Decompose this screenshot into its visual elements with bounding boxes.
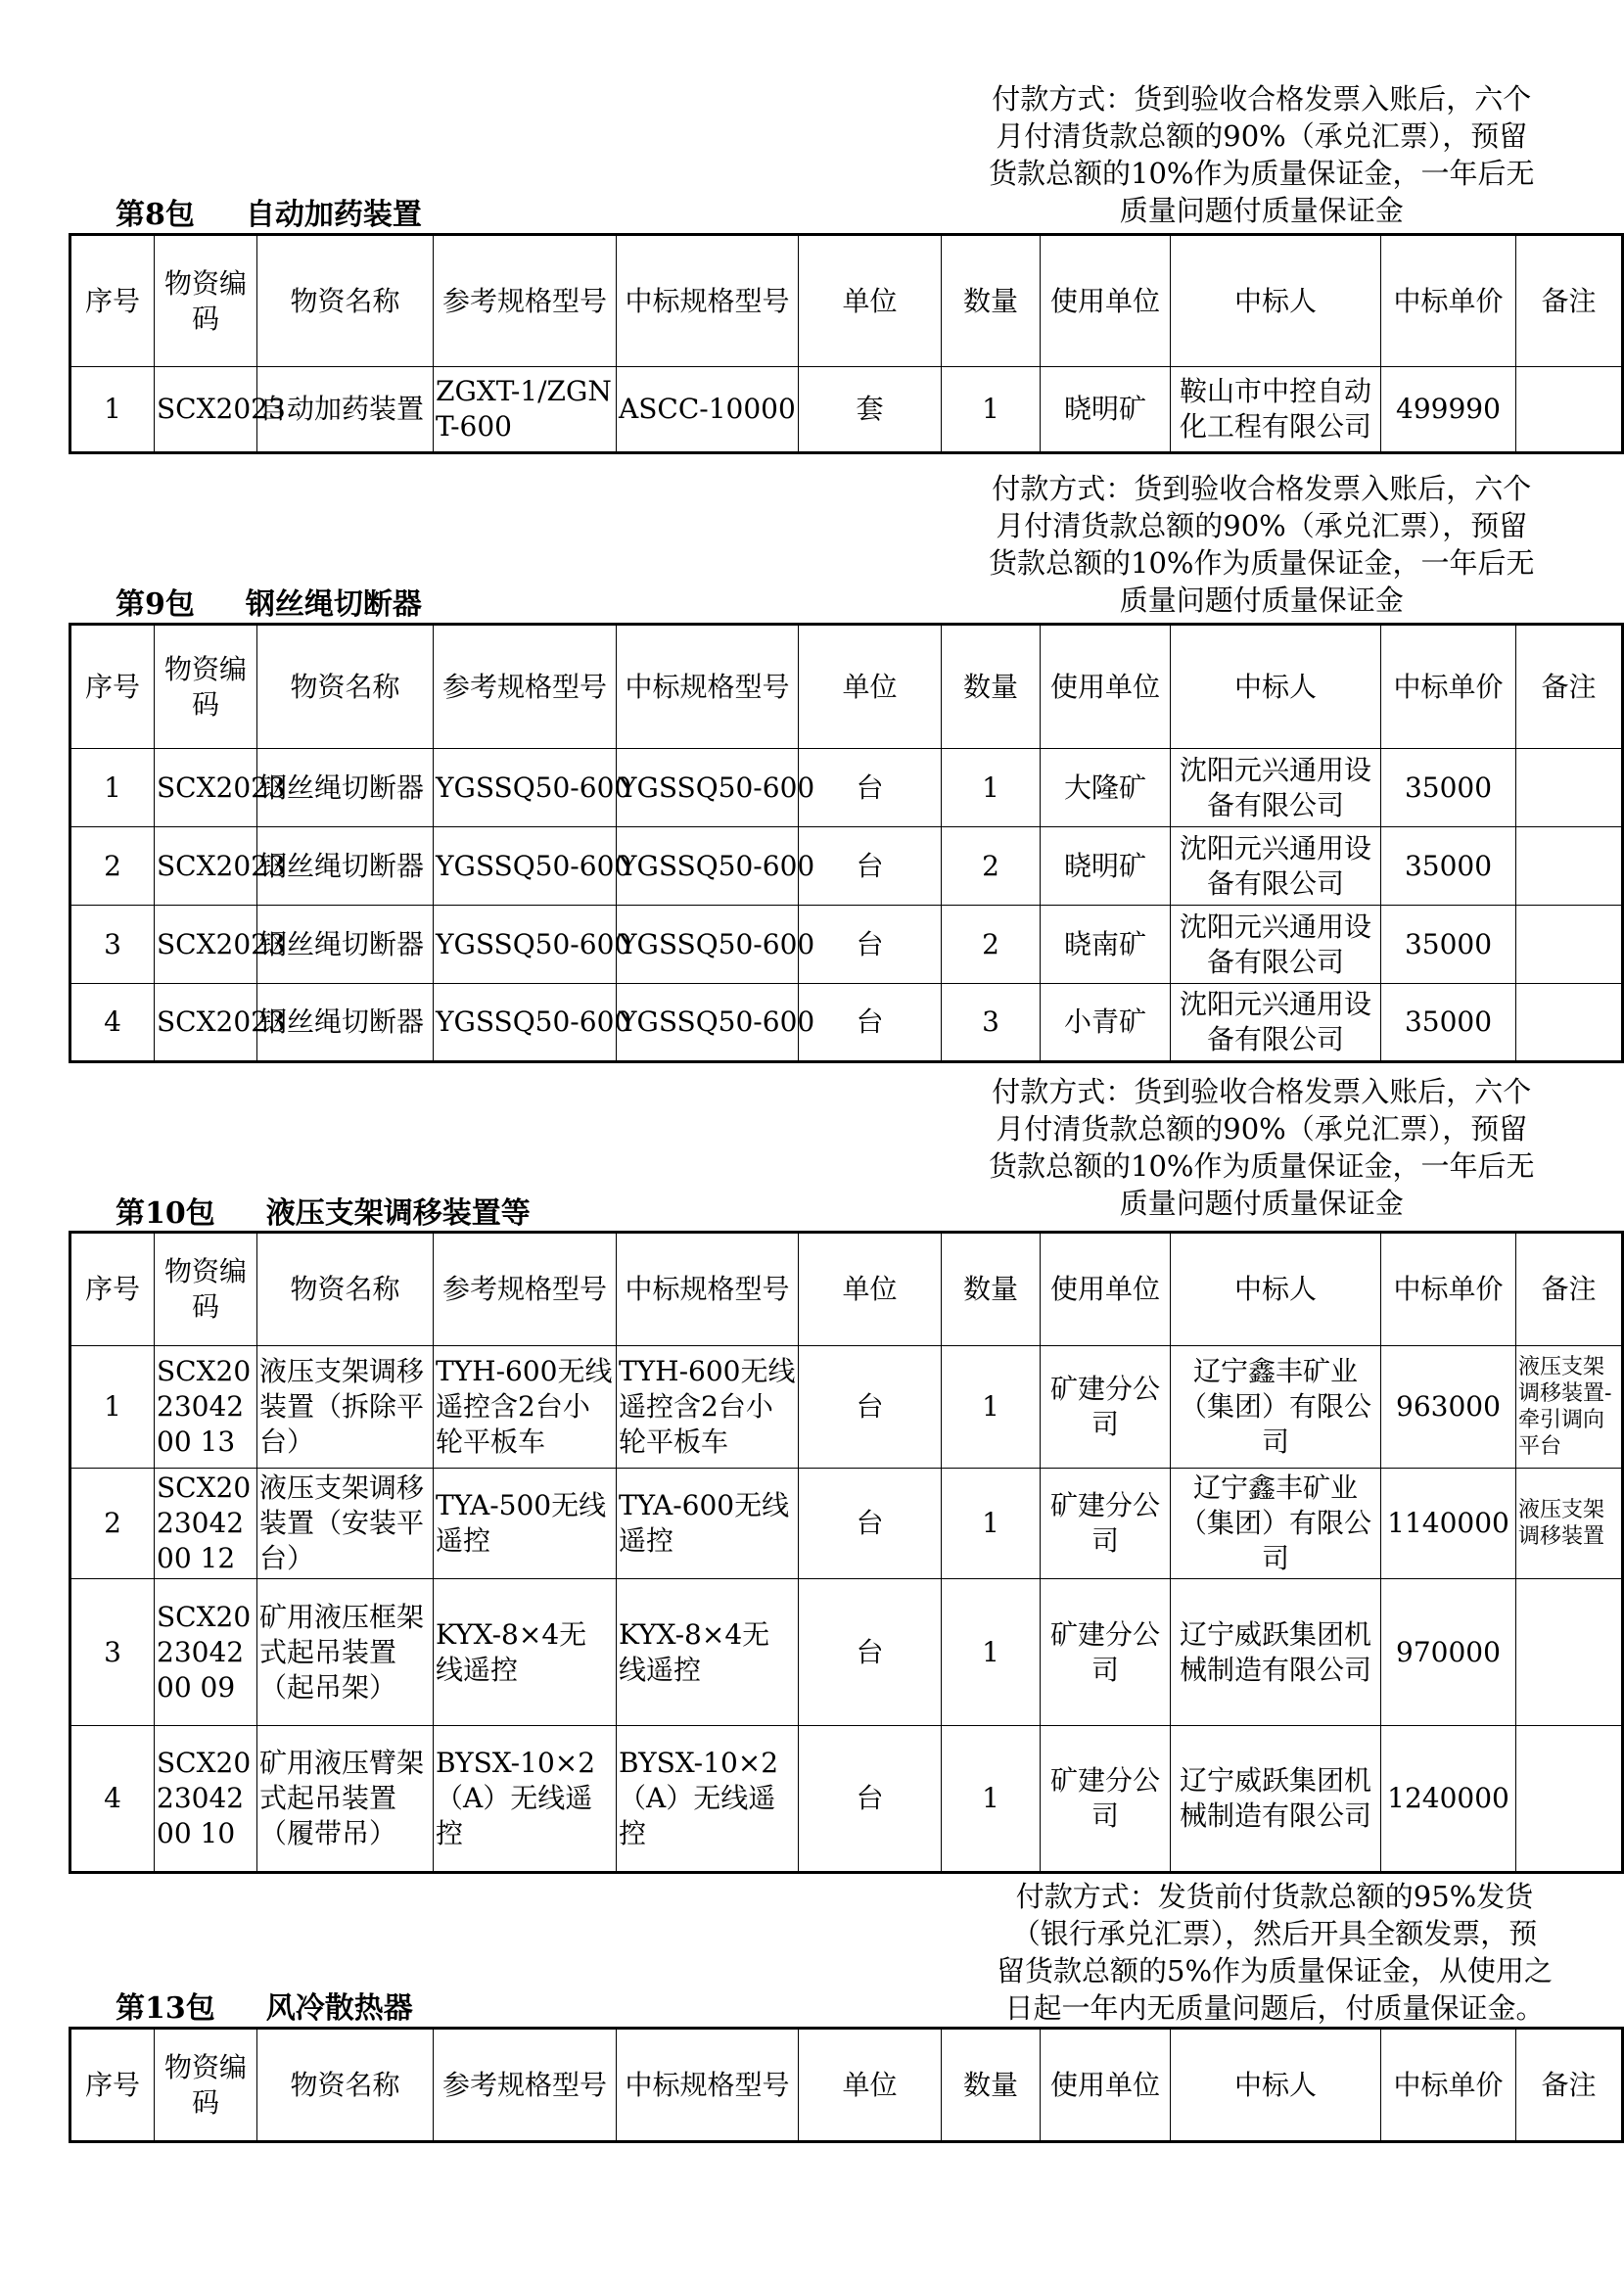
- cell-unit: 台: [799, 1469, 942, 1579]
- payment-line: （银行承兑汇票），然后开具全额发票，预: [1011, 1917, 1538, 1950]
- header-cell: 中标人: [1171, 2029, 1381, 2142]
- cell-ref-spec: TYA-500无线遥控: [434, 1469, 617, 1579]
- cell-no: 2: [70, 827, 155, 906]
- cell-qty: 1: [942, 367, 1041, 453]
- cell-unit: 台: [799, 906, 942, 984]
- package-title-13: [116, 1991, 413, 2027]
- cell-price: 1240000: [1381, 1726, 1516, 1873]
- payment-line: 货款总额的10%作为质量保证金，一年后无: [989, 157, 1535, 190]
- cell-unit: 台: [799, 1726, 942, 1873]
- cell-qty: 3: [942, 984, 1041, 1062]
- header-cell: 物资编码: [155, 2029, 257, 2142]
- cell-bid-spec: YGSSQ50-600: [617, 827, 799, 906]
- cell-ref-spec: TYH-600无线遥控含2台小轮平板车: [434, 1346, 617, 1469]
- cell-bid-spec: ASCC-10000: [617, 367, 799, 453]
- cell-unit: 套: [799, 367, 942, 453]
- table-row: [70, 367, 1623, 453]
- cell-ref-spec: YGSSQ50-600: [434, 984, 617, 1062]
- header-cell: 使用单位: [1041, 1233, 1171, 1346]
- cell-bid-spec: TYA-600无线遥控: [617, 1469, 799, 1579]
- header-cell: 物资名称: [257, 625, 434, 749]
- cell-no: 3: [70, 906, 155, 984]
- cell-winner: 辽宁威跃集团机械制造有限公司: [1171, 1726, 1381, 1873]
- cell-winner: 辽宁鑫丰矿业（集团）有限公司: [1171, 1469, 1381, 1579]
- cell-user: 矿建分公司: [1041, 1346, 1171, 1469]
- package-table-13: [69, 2027, 1624, 2143]
- package-title-9: [116, 587, 422, 623]
- cell-bid-spec: YGSSQ50-600: [617, 984, 799, 1062]
- cell-unit: 台: [799, 984, 942, 1062]
- header-cell: 单位: [799, 2029, 942, 2142]
- header-cell: 备注: [1516, 1233, 1623, 1346]
- cell-winner: 沈阳元兴通用设备有限公司: [1171, 906, 1381, 984]
- cell-bid-spec: BYSX-10×2（A）无线遥控: [617, 1726, 799, 1873]
- cell-winner: 沈阳元兴通用设备有限公司: [1171, 749, 1381, 827]
- table-row: [70, 984, 1623, 1062]
- header-cell: 物资名称: [257, 235, 434, 367]
- cell-code: SCX2023: [155, 827, 257, 906]
- payment-line: 付款方式：货到验收合格发票入账后，六个: [992, 82, 1532, 116]
- table-row: [70, 749, 1623, 827]
- cell-qty: 1: [942, 1726, 1041, 1873]
- cell-bid-spec: YGSSQ50-600: [617, 906, 799, 984]
- cell-no: 1: [70, 367, 155, 453]
- header-cell: 备注: [1516, 625, 1623, 749]
- cell-bid-spec: YGSSQ50-600: [617, 749, 799, 827]
- header-cell: 中标单价: [1381, 2029, 1516, 2142]
- payment-line: 月付清货款总额的90%（承兑汇票），预留: [996, 1112, 1528, 1145]
- cell-code: SCX202304200 09: [155, 1579, 257, 1726]
- cell-name: 液压支架调移装置（拆除平台）: [257, 1346, 434, 1469]
- table-row: [70, 1726, 1623, 1873]
- header-cell: 参考规格型号: [434, 625, 617, 749]
- cell-price: 1140000: [1381, 1469, 1516, 1579]
- cell-winner: 沈阳元兴通用设备有限公司: [1171, 827, 1381, 906]
- cell-qty: 1: [942, 1469, 1041, 1579]
- cell-no: 3: [70, 1579, 155, 1726]
- header-cell: 中标规格型号: [617, 625, 799, 749]
- header-cell: 物资编码: [155, 625, 257, 749]
- payment-line: 货款总额的10%作为质量保证金，一年后无: [989, 1149, 1535, 1183]
- package-name: 钢丝绳切断器: [245, 587, 422, 622]
- header-cell: 序号: [70, 235, 155, 367]
- cell-ref-spec: BYSX-10×2（A）无线遥控: [434, 1726, 617, 1873]
- cell-bid-spec: TYH-600无线遥控含2台小轮平板车: [617, 1346, 799, 1469]
- table-row: [70, 906, 1623, 984]
- header-cell: 中标单价: [1381, 625, 1516, 749]
- cell-winner: 辽宁威跃集团机械制造有限公司: [1171, 1579, 1381, 1726]
- header-cell: 中标规格型号: [617, 1233, 799, 1346]
- header-cell: 单位: [799, 235, 942, 367]
- cell-winner: 沈阳元兴通用设备有限公司: [1171, 984, 1381, 1062]
- header-cell: 物资编码: [155, 235, 257, 367]
- cell-no: 1: [70, 749, 155, 827]
- cell-code: SCX2023: [155, 984, 257, 1062]
- cell-code: SCX202304200 10: [155, 1726, 257, 1873]
- package-name: 液压支架调移装置等: [265, 1196, 531, 1231]
- package-title-8: [116, 198, 422, 233]
- cell-price: 970000: [1381, 1579, 1516, 1726]
- header-cell: 物资名称: [257, 2029, 434, 2142]
- header-cell: 数量: [942, 625, 1041, 749]
- cell-user: 晓明矿: [1041, 367, 1171, 453]
- cell-remark: [1516, 749, 1623, 827]
- table-row: [70, 827, 1623, 906]
- header-cell: 使用单位: [1041, 235, 1171, 367]
- cell-name: 液压支架调移装置（安装平台）: [257, 1469, 434, 1579]
- payment-line: 货款总额的10%作为质量保证金，一年后无: [989, 546, 1535, 580]
- header-row: [70, 235, 1623, 367]
- cell-user: 矿建分公司: [1041, 1579, 1171, 1726]
- payment-terms-pkg8: [989, 80, 1534, 229]
- cell-ref-spec: YGSSQ50-600: [434, 749, 617, 827]
- cell-no: 4: [70, 1726, 155, 1873]
- payment-terms-pkg10: [989, 1073, 1534, 1222]
- cell-price: 35000: [1381, 906, 1516, 984]
- package-name: 自动加药装置: [245, 198, 422, 232]
- package-label: 第13包: [116, 1991, 215, 2026]
- header-cell: 数量: [942, 2029, 1041, 2142]
- cell-code: SCX202304200 12: [155, 1469, 257, 1579]
- cell-code: SCX2023: [155, 906, 257, 984]
- cell-user: 晓南矿: [1041, 906, 1171, 984]
- cell-no: 4: [70, 984, 155, 1062]
- payment-line: 质量问题付质量保证金: [1119, 584, 1404, 617]
- table-row: [70, 1579, 1623, 1726]
- cell-name: 钢丝绳切断器: [257, 749, 434, 827]
- payment-line: 付款方式：货到验收合格发票入账后，六个: [992, 472, 1532, 505]
- cell-name: 钢丝绳切断器: [257, 984, 434, 1062]
- cell-no: 2: [70, 1469, 155, 1579]
- package-table-8: [69, 233, 1624, 454]
- header-row: [70, 2029, 1623, 2142]
- header-cell: 参考规格型号: [434, 2029, 617, 2142]
- cell-ref-spec: YGSSQ50-600: [434, 906, 617, 984]
- header-cell: 单位: [799, 625, 942, 749]
- payment-terms-pkg9: [989, 470, 1534, 619]
- cell-name: 钢丝绳切断器: [257, 827, 434, 906]
- header-cell: 中标单价: [1381, 1233, 1516, 1346]
- payment-line: 日起一年内无质量问题后，付质量保证金。: [1004, 1991, 1545, 2025]
- cell-remark: [1516, 1579, 1623, 1726]
- payment-line: 月付清货款总额的90%（承兑汇票），预留: [996, 509, 1528, 542]
- cell-winner: 鞍山市中控自动化工程有限公司: [1171, 367, 1381, 453]
- cell-unit: 台: [799, 1579, 942, 1726]
- package-table-10: [69, 1231, 1624, 1874]
- package-table-9: [69, 623, 1624, 1063]
- cell-code: SCX2023: [155, 749, 257, 827]
- cell-qty: 1: [942, 749, 1041, 827]
- header-cell: 使用单位: [1041, 625, 1171, 749]
- cell-qty: 2: [942, 827, 1041, 906]
- package-name: 风冷散热器: [265, 1991, 413, 2026]
- payment-line: 质量问题付质量保证金: [1119, 194, 1404, 227]
- cell-user: 矿建分公司: [1041, 1726, 1171, 1873]
- header-cell: 中标单价: [1381, 235, 1516, 367]
- header-cell: 序号: [70, 625, 155, 749]
- cell-unit: 台: [799, 827, 942, 906]
- cell-remark: [1516, 1726, 1623, 1873]
- cell-price: 499990: [1381, 367, 1516, 453]
- header-cell: 序号: [70, 2029, 155, 2142]
- header-cell: 中标规格型号: [617, 235, 799, 367]
- header-row: [70, 625, 1623, 749]
- header-cell: 序号: [70, 1233, 155, 1346]
- header-cell: 使用单位: [1041, 2029, 1171, 2142]
- payment-terms-pkg13: [997, 1878, 1553, 2027]
- header-cell: 参考规格型号: [434, 1233, 617, 1346]
- cell-remark: 液压支架调移装置: [1516, 1469, 1623, 1579]
- cell-name: 矿用液压框架式起吊装置（起吊架）: [257, 1579, 434, 1726]
- cell-user: 小青矿: [1041, 984, 1171, 1062]
- cell-ref-spec: YGSSQ50-600: [434, 827, 617, 906]
- package-label: 第10包: [116, 1196, 215, 1231]
- table-row: [70, 1346, 1623, 1469]
- payment-line: 付款方式：货到验收合格发票入账后，六个: [992, 1075, 1532, 1108]
- cell-unit: 台: [799, 749, 942, 827]
- cell-qty: 2: [942, 906, 1041, 984]
- cell-name: 钢丝绳切断器: [257, 906, 434, 984]
- cell-ref-spec: KYX-8×4无线遥控: [434, 1579, 617, 1726]
- payment-line: 质量问题付质量保证金: [1119, 1187, 1404, 1220]
- header-cell: 单位: [799, 1233, 942, 1346]
- header-cell: 中标人: [1171, 1233, 1381, 1346]
- header-row: [70, 1233, 1623, 1346]
- cell-user: 矿建分公司: [1041, 1469, 1171, 1579]
- cell-remark: [1516, 906, 1623, 984]
- cell-remark: [1516, 367, 1623, 453]
- table-row: [70, 1469, 1623, 1579]
- header-cell: 参考规格型号: [434, 235, 617, 367]
- header-cell: 物资名称: [257, 1233, 434, 1346]
- package-label: 第8包: [116, 198, 195, 232]
- cell-qty: 1: [942, 1346, 1041, 1469]
- header-cell: 物资编码: [155, 1233, 257, 1346]
- header-cell: 数量: [942, 1233, 1041, 1346]
- cell-ref-spec: ZGXT-1/ZGNT-600: [434, 367, 617, 453]
- cell-remark: [1516, 827, 1623, 906]
- cell-no: 1: [70, 1346, 155, 1469]
- cell-unit: 台: [799, 1346, 942, 1469]
- cell-qty: 1: [942, 1579, 1041, 1726]
- cell-name: 矿用液压臂架式起吊装置（履带吊）: [257, 1726, 434, 1873]
- payment-line: 月付清货款总额的90%（承兑汇票），预留: [996, 119, 1528, 153]
- cell-price: 35000: [1381, 984, 1516, 1062]
- cell-user: 晓明矿: [1041, 827, 1171, 906]
- cell-remark: 液压支架调移装置-牵引调向平台: [1516, 1346, 1623, 1469]
- header-cell: 中标规格型号: [617, 2029, 799, 2142]
- package-title-10: [116, 1196, 531, 1232]
- cell-winner: 辽宁鑫丰矿业（集团）有限公司: [1171, 1346, 1381, 1469]
- payment-line: 付款方式：发货前付货款总额的95%发货: [1015, 1880, 1534, 1913]
- cell-price: 35000: [1381, 749, 1516, 827]
- header-cell: 中标人: [1171, 625, 1381, 749]
- cell-price: 963000: [1381, 1346, 1516, 1469]
- cell-code: SCX202304200 13: [155, 1346, 257, 1469]
- cell-user: 大隆矿: [1041, 749, 1171, 827]
- cell-price: 35000: [1381, 827, 1516, 906]
- header-cell: 数量: [942, 235, 1041, 367]
- payment-line: 留货款总额的5%作为质量保证金，从使用之: [997, 1954, 1554, 1987]
- header-cell: 备注: [1516, 235, 1623, 367]
- header-cell: 中标人: [1171, 235, 1381, 367]
- package-label: 第9包: [116, 587, 195, 622]
- cell-bid-spec: KYX-8×4无线遥控: [617, 1579, 799, 1726]
- cell-name: 自动加药装置: [257, 367, 434, 453]
- cell-code: SCX2023: [155, 367, 257, 453]
- header-cell: 备注: [1516, 2029, 1623, 2142]
- cell-remark: [1516, 984, 1623, 1062]
